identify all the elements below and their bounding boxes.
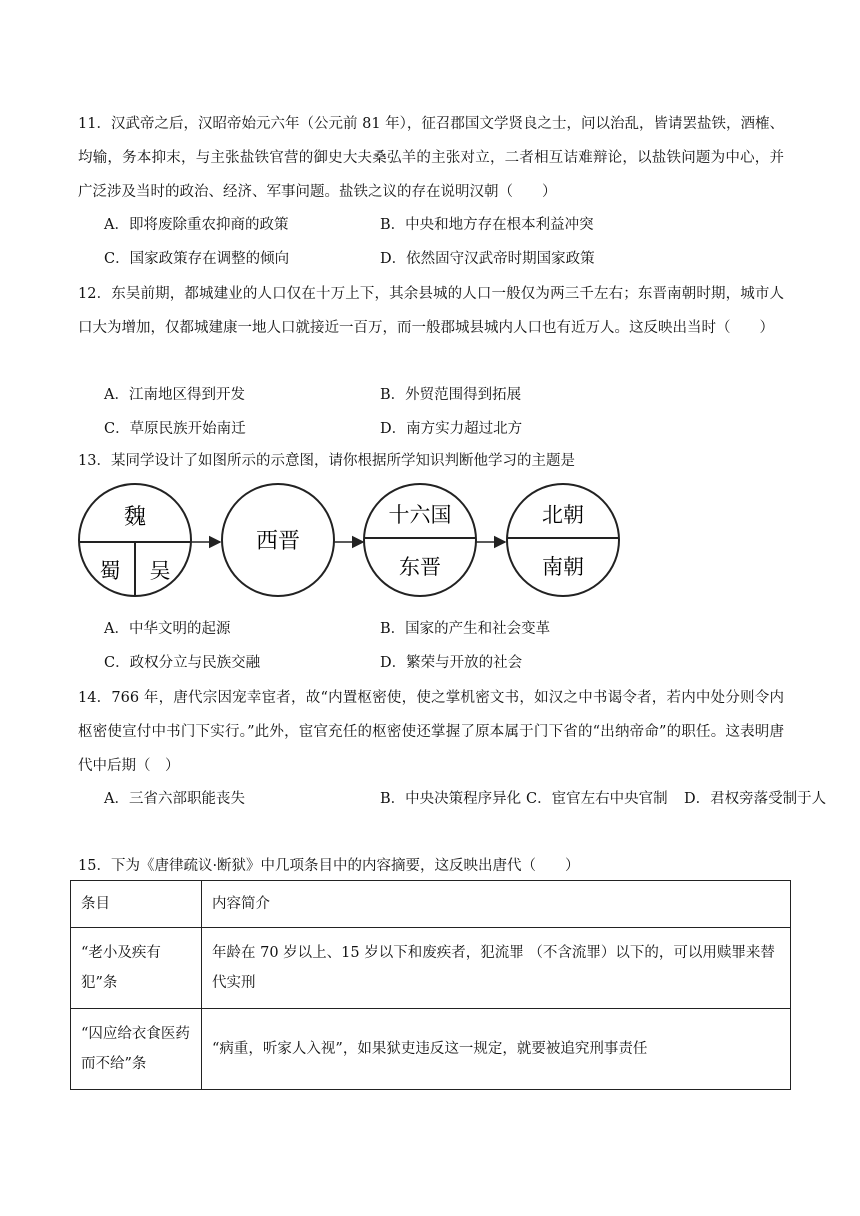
option-c[interactable]: C．宦官左右中央官制 xyxy=(526,791,668,807)
table-row xyxy=(71,928,791,1009)
label-nanchao: 南朝 xyxy=(542,555,584,579)
option-c[interactable]: C．国家政策存在调整的倾向 xyxy=(104,251,290,267)
circle-western-jin xyxy=(222,484,334,596)
question-14-stem: 14．766 年，唐代宗因宠幸宦者，故“内置枢密使，使之掌机密文书，如汉之中书谒令者，若内中处分则令内枢密使宣付中书门下实行。”此外，宦官充任的枢密使还掌握了原本属于门下省的“出纳帝命”的职任。这表明唐代中后期（ ） xyxy=(78,690,784,774)
circle-northern-southern xyxy=(507,484,619,596)
question-11-stem: 11．汉武帝之后，汉昭帝始元六年（公元前 81 年），征召郡国文学贤良之士，问以治乱，皆请罢盐铁，酒榷、均输，务本抑末，与主张盐铁官营的御史大夫桑弘羊的主张对立，二者相互诘难辩论，以盐铁问题为中心，并广泛涉及当时的政治、经济、军事问题。盐铁之议的存在说明汉朝（ ） xyxy=(78,116,784,200)
question-13-options xyxy=(104,612,794,680)
label-xijin: 西晋 xyxy=(255,529,301,554)
table-header: 内容简介 xyxy=(202,881,791,928)
table-cell: “囚应给衣食医药而不给”条 xyxy=(71,1009,202,1090)
label-shiliuguo: 十六国 xyxy=(388,503,452,527)
label-wu: 吴 xyxy=(149,559,171,583)
option-d[interactable]: D．君权旁落受制于人 xyxy=(684,791,827,807)
option-b[interactable]: B．国家的产生和社会变革 xyxy=(380,621,551,637)
table-header-row xyxy=(71,881,791,928)
question-11-options xyxy=(104,208,794,276)
option-a[interactable]: A．江南地区得到开发 xyxy=(104,387,245,403)
option-b[interactable]: B．中央和地方存在根本利益冲突 xyxy=(380,217,594,233)
table-cell: 年龄在 70 岁以上、15 岁以下和废疾者，犯流罪 （不含流罪）以下的，可以用赎罪来替代实刑 xyxy=(202,928,791,1009)
dynasty-flow-diagram xyxy=(78,480,634,600)
question-15-stem: 15．下为《唐律疏议·断狱》中几项条目中的内容摘要，这反映出唐代（ ） xyxy=(78,858,580,874)
table-header: 条目 xyxy=(71,881,202,928)
table-cell: “老小及疾有犯”条 xyxy=(71,928,202,1009)
label-wei: 魏 xyxy=(123,505,147,530)
table-row xyxy=(71,1009,791,1090)
option-b[interactable]: B．外贸范围得到拓展 xyxy=(380,387,522,403)
option-d[interactable]: D．繁荣与开放的社会 xyxy=(380,655,523,671)
option-a[interactable]: A．即将废除重农抑商的政策 xyxy=(104,217,289,233)
option-b[interactable]: B．中央决策程序异化 xyxy=(380,791,522,807)
label-beichao: 北朝 xyxy=(542,503,584,527)
circle-sixteen-kingdoms xyxy=(364,484,476,596)
label-shu: 蜀 xyxy=(99,559,121,583)
tang-law-table xyxy=(70,880,791,1090)
circle-three-kingdoms xyxy=(79,484,191,596)
option-a[interactable]: A．三省六部职能丧失 xyxy=(104,791,245,807)
question-12-stem: 12．东吴前期，都城建业的人口仅在十万上下，其余县城的人口一般仅为两三千左右；东晋南朝时期，城市人口大为增加，仅都城建康一地人口就接近一百万，而一般郡城县城内人口也有近万人。这反映出当时（ ） xyxy=(78,286,784,336)
question-13-stem: 13．某同学设计了如图所示的示意图，请你根据所学知识判断他学习的主题是 xyxy=(78,453,575,469)
option-c[interactable]: C．政权分立与民族交融 xyxy=(104,655,261,671)
table-cell: “病重，听家人入视”，如果狱吏违反这一规定，就要被追究刑事责任 xyxy=(202,1009,791,1090)
option-d[interactable]: D．依然固守汉武帝时期国家政策 xyxy=(380,251,595,267)
option-d[interactable]: D．南方实力超过北方 xyxy=(380,421,523,437)
option-a[interactable]: A．中华文明的起源 xyxy=(104,621,231,637)
option-c[interactable]: C．草原民族开始南迁 xyxy=(104,421,246,437)
label-dongjin: 东晋 xyxy=(399,555,441,579)
question-12-options xyxy=(104,378,794,446)
question-14-options xyxy=(104,782,827,816)
